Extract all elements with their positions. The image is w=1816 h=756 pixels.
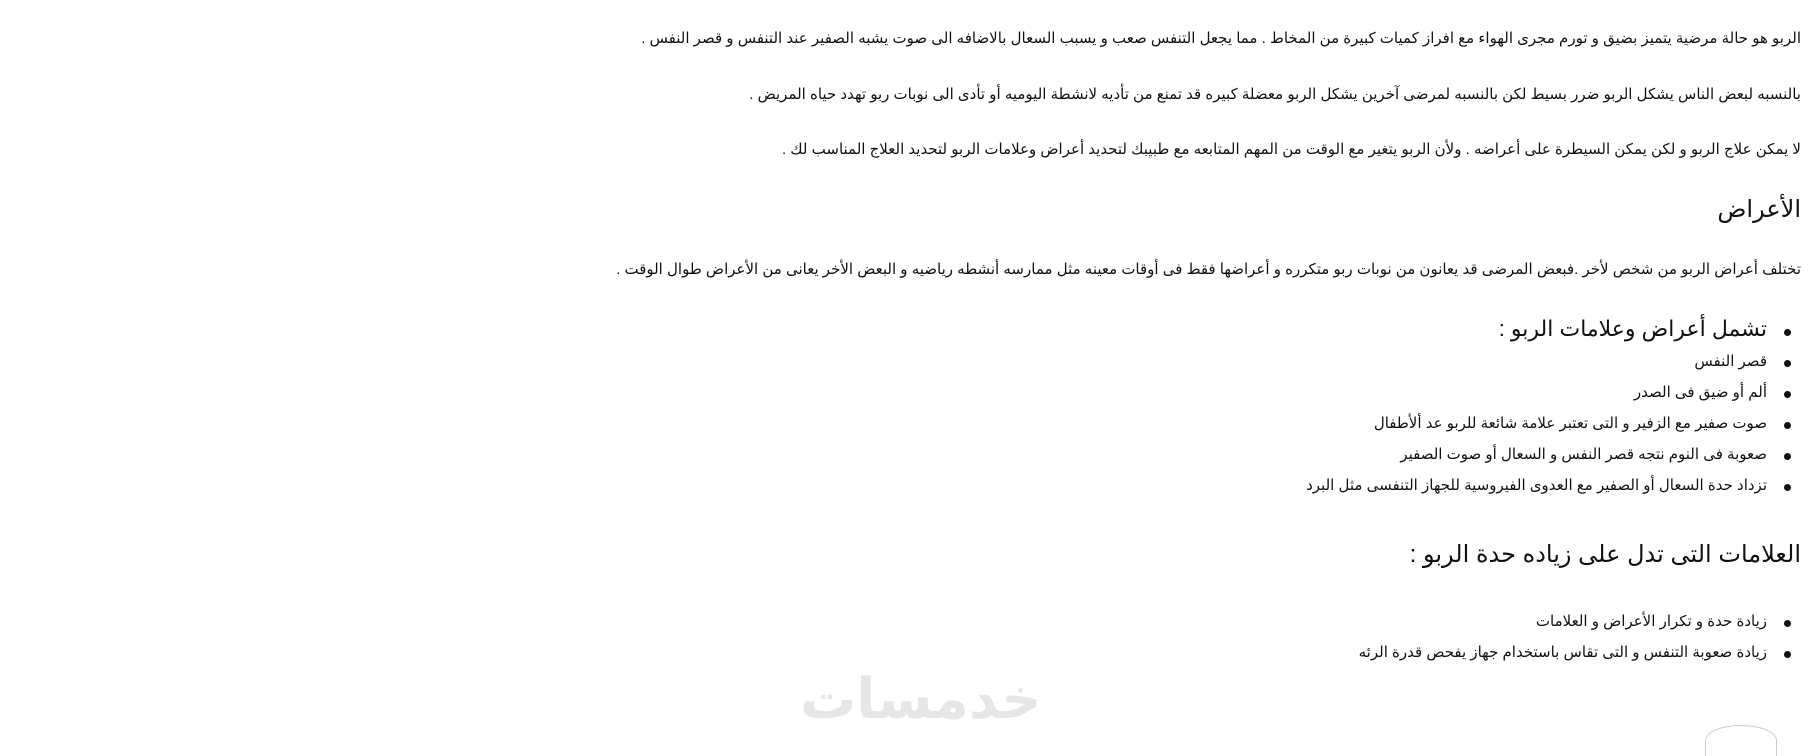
symptoms-heading: الأعراض (1717, 196, 1801, 223)
intro-paragraph-3: لا يمكن علاج الربو و لكن يمكن السيطرة على أعراضه . ولأن الربو يتغير مع الوقت من المهم المتابعه مع طبيبك لتحديد أعراض وعلامات الربو لتحديد العلاج المناسب لك . (781, 141, 1801, 158)
bullet-icon (1784, 422, 1791, 429)
bullet-icon (1784, 651, 1791, 658)
bullet-icon (1784, 329, 1791, 336)
symptoms-paragraph: تختلف أعراض الربو من شخص لأخر .فبعض المرضى قد يعانون من نوبات ربو متكرره و أعراضها فقط فى أوقات معينه مثل ممارسه أنشطه رياضيه و البعض الأخر يعانى من الأعراض طوال الوقت . (616, 261, 1801, 278)
bullet-icon (1784, 620, 1791, 627)
intro-paragraph-1: الربو هو حالة مرضية يتميز بضيق و تورم مجرى الهواء مع افراز كميات كبيرة من المخاط . مما يجعل التنفس صعب و يسبب السعال بالاضافه الى صوت يشبه الصفير عند التنفس و قصر النفس . (641, 30, 1801, 47)
symptoms-list-lead: تشمل أعراض وعلامات الربو : (1498, 316, 1767, 341)
symptoms-list (1306, 314, 1801, 501)
list-item (1306, 346, 1801, 377)
bullet-icon (1784, 484, 1791, 491)
bullet-icon (1784, 391, 1791, 398)
list-item (1306, 408, 1801, 439)
sign-text: زيادة صعوبة التنفس و التى تقاس باستخدام جهاز يفحص قدرة الرئه (1358, 644, 1767, 661)
list-item (1306, 377, 1801, 408)
symptom-text: صعوبة فى النوم نتجه قصر النفس و السعال أو صوت الصفير (1400, 446, 1767, 463)
bullet-icon (1784, 360, 1791, 367)
list-item (1306, 314, 1801, 344)
symptom-text: تزداد حدة السعال أو الصفير مع العدوى الفيروسية للجهاز التنفسى مثل البرد (1306, 477, 1767, 494)
bullet-icon (1784, 453, 1791, 460)
symptom-text: ألم أو ضيق فى الصدر (1633, 384, 1767, 401)
symptom-text: قصر النفس (1694, 353, 1767, 370)
list-item (1306, 439, 1801, 470)
list-item (1306, 470, 1801, 501)
sign-text: زيادة حدة و تكرار الأعراض و العلامات (1535, 613, 1767, 630)
list-item (1359, 637, 1801, 668)
signs-heading: العلامات التى تدل على زياده حدة الربو : (1409, 541, 1801, 568)
site-watermark: خدمسات (800, 667, 1042, 732)
intro-paragraph-2: بالنسبه لبعض الناس يشكل الربو ضرر بسيط لكن بالنسبه لمرضى آخرين يشكل الربو معضلة كبيره قد تمنع من تأديه لانشطة اليوميه أو تأدى الى نوبات ربو تهدد حياه المريض . (749, 86, 1801, 103)
symptom-text: صوت صفير مع الزفير و التى تعتبر علامة شائعة للربو عد ألأطفال (1373, 415, 1767, 432)
signs-list (1359, 606, 1801, 668)
scroll-to-top-button[interactable] (1705, 725, 1777, 756)
list-item (1359, 606, 1801, 637)
